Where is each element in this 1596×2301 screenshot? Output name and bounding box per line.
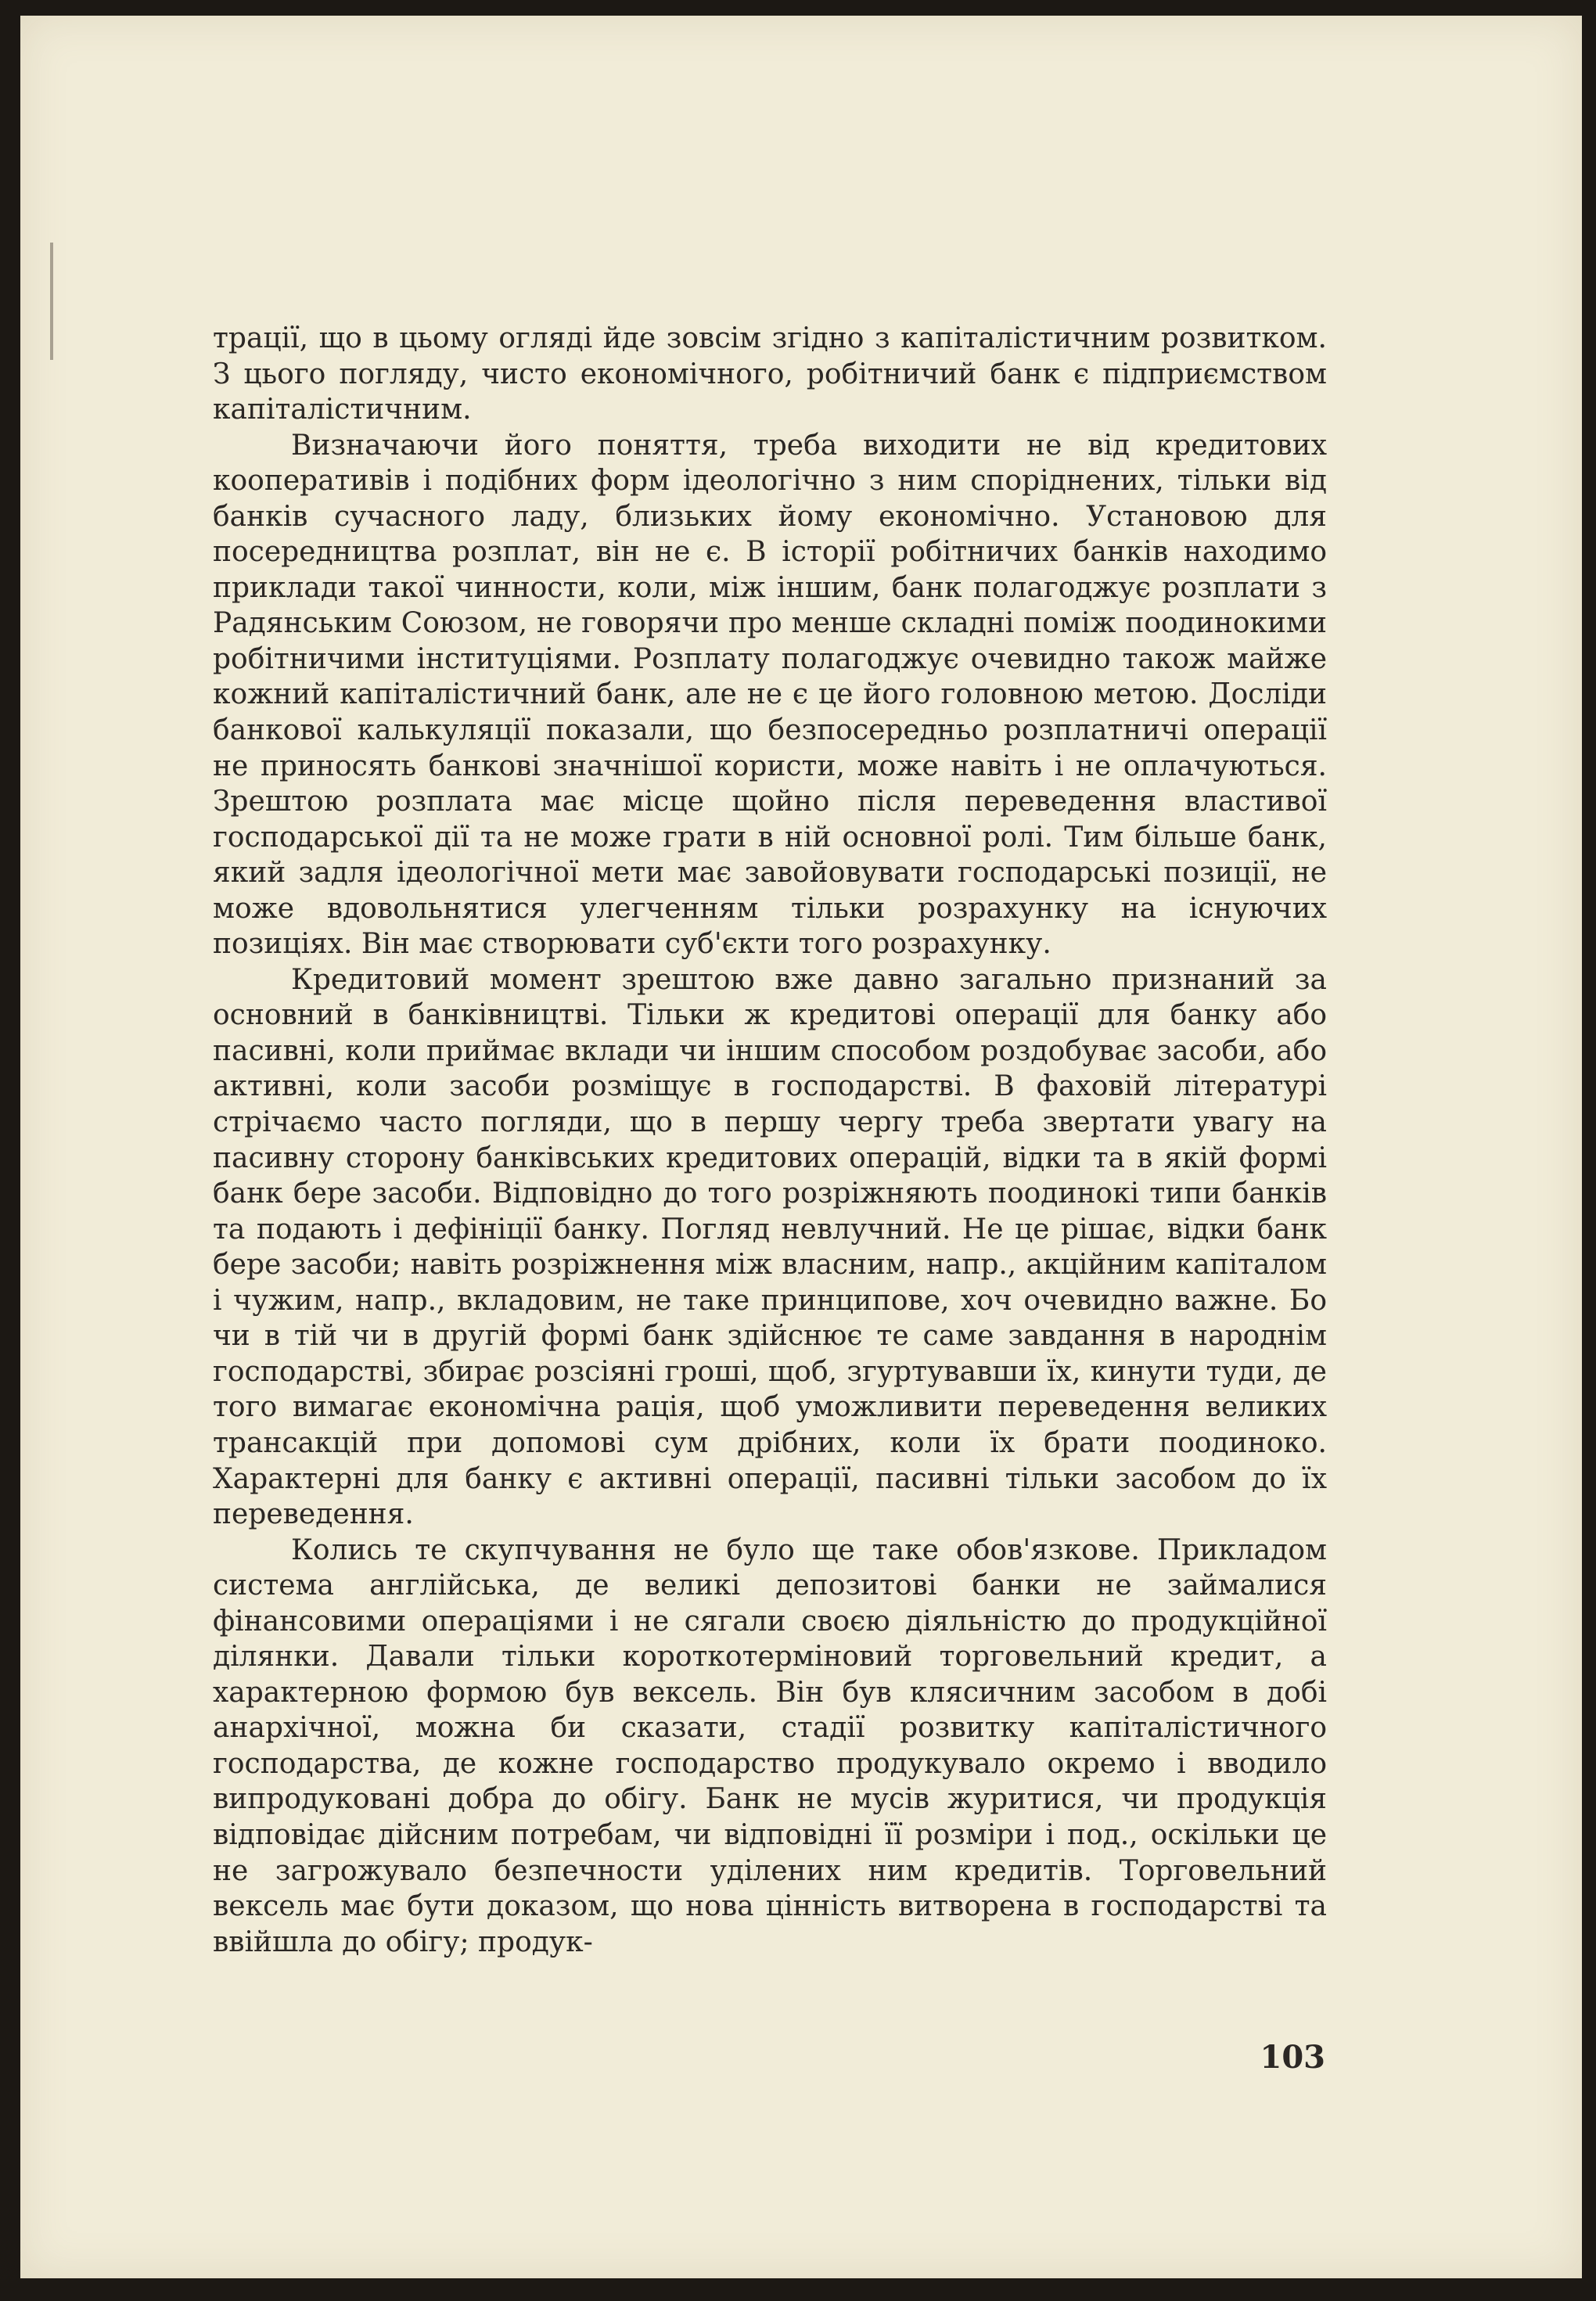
paragraph-4: Колись те скупчування не було ще таке обов'язкове. Прикладом система англійська, де великі депозитові банки не займалися фінансовими операціями і не сягали своєю діяльністю до продукційної ділянки. Давали тільки короткотерміновий торговельний кредит, а характерною формою був вексель. Він був клясичним засобом в добі анархічної, можна би сказати, стадії розвитку капіталістичного господарства, де кожне господарство продукувало окремо і вводило випродуковані добра до обігу. Банк не мусів журитися, чи продукція відповідає дійсним потребам, чи відповідні її розміри і под., оскільки це не загрожувало безпечности уділених ним кредитів. Торговельний вексель має бути доказом, що нова цінність витворена в господарстві та ввійшла до обігу; продук- [213,1533,1327,1958]
binding-shadow [50,243,53,360]
body-text [213,321,1327,1960]
book-page [20,16,1582,2278]
paragraph-2: Визначаючи його поняття, треба виходити не від кредитових кооперативів і подібних форм ідеологічно з ним споріднених, тільки від банків сучасного ладу, близьких йому економічно. Установою для посередництва розплат, він не є. В історії робітничих банків находимо приклади такої чинности, коли, між іншим, банк полагоджує розплати з Радянським Союзом, не говорячи про менше складні поміж поодинокими робітничими інституціями. Розплату полагоджує очевидно також майже кожний капіталістичний банк, але не є це його головною метою. Досліди банкової калькуляції показали, що безпосередньо розплатничі операції не приносять банкові значнішої користи, може навіть і не оплачуються. Зрештою розплата має місце щойно після переведення властивої господарської дії та не може грати в ній основної ролі. Тим більше банк, який задля ідеологічної мети має завойовувати господарські позиції, не може вдовольнятися улегченням тільки розрахунку на існуючих позиціях. Він має створювати суб'єкти того розрахунку. [213,429,1327,961]
paragraph-1: трації, що в цьому огляді йде зовсім згідно з капіталістичним розвитком. З цього погляду, чисто економічного, робітничий банк є підприємством капіталістичним. [213,322,1327,426]
page-number: 103 [1260,2039,1325,2076]
paragraph-3: Кредитовий момент зрештою вже давно загально признаний за основний в банківництві. Тільки ж кредитові операції для банку або пасивні, коли приймає вклади чи іншим способом роздобуває засоби, або активні, коли засоби розміщує в господарстві. В фаховій літературі стрічаємо часто погляди, що в першу чергу треба звертати увагу на пасивну сторону банківських кредитових операцій, відки та в якій формі банк бере засоби. Відповідно до того розріжняють поодинокі типи банків та подають і дефініції банку. Погляд невлучний. Не це рішає, відки банк бере засоби; навіть розріжнення між власним, напр., акційним капіталом і чужим, напр., вкладовим, не таке принципове, хоч очевидно важне. Бо чи в тій чи в другій формі банк здійснює те саме завдання в народнім господарстві, збирає розсіяні гроші, щоб, згуртувавши їх, кинути туди, де того вимагає економічна рація, щоб уможливити переведення великих трансакцій при допомові сум дрібних, коли їх брати поодиноко. Характерні для банку є активні операції, пасивні тільки засобом до їх переведення. [213,963,1327,1531]
